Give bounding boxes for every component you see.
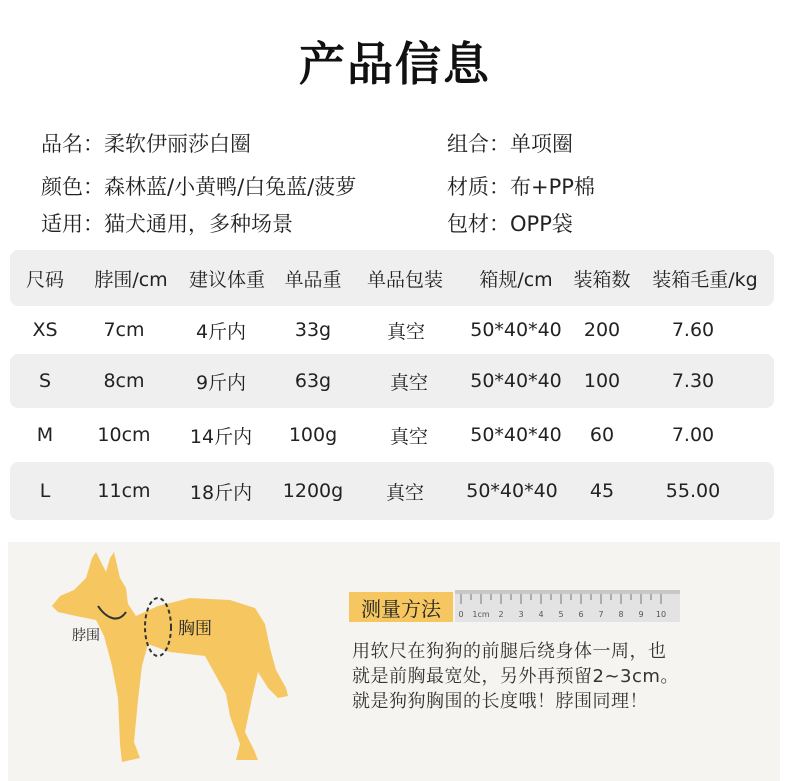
method-desc-line: 就是狗狗胸围的长度哦！脖围同理！ bbox=[352, 691, 648, 712]
table-cell: 63g bbox=[294, 370, 332, 392]
product-usage: 适用：猫犬通用，多种场景 bbox=[41, 212, 293, 236]
table-cell: 14斤内 bbox=[189, 425, 253, 448]
table-header-cell: 箱规/cm bbox=[479, 268, 553, 291]
table-header-cell: 单品包装 bbox=[366, 268, 443, 291]
chest-label: 胸围 bbox=[178, 619, 212, 639]
ruler-number: 6 bbox=[578, 610, 584, 619]
ruler-illustration bbox=[455, 590, 680, 622]
table-cell: L bbox=[39, 480, 51, 502]
table-cell: 200 bbox=[583, 319, 621, 341]
table-cell: M bbox=[36, 424, 54, 446]
table-header-row bbox=[10, 250, 774, 306]
table-cell: 真空 bbox=[389, 371, 428, 394]
table-header-cell: 建议体重 bbox=[188, 268, 265, 291]
product-combo: 组合：单项圈 bbox=[447, 132, 573, 156]
table-cell: 11cm bbox=[97, 480, 151, 502]
table-header-cell: 单品重 bbox=[284, 268, 342, 291]
table-cell: 9斤内 bbox=[195, 371, 247, 394]
ruler-number: 9 bbox=[638, 610, 644, 619]
page-title: 产品信息 bbox=[299, 37, 491, 91]
table-cell: 50*40*40 bbox=[470, 370, 562, 392]
table-cell: 4斤内 bbox=[195, 320, 247, 343]
ruler-number: 2 bbox=[498, 610, 504, 619]
table-cell: 真空 bbox=[389, 425, 428, 448]
table-cell: 7cm bbox=[103, 319, 145, 341]
table-cell: 18斤内 bbox=[189, 481, 253, 504]
table-cell: 55.00 bbox=[665, 480, 721, 502]
table-row bbox=[10, 408, 774, 462]
table-cell: 10cm bbox=[97, 424, 151, 446]
table-cell: S bbox=[38, 370, 52, 392]
table-cell: 50*40*40 bbox=[470, 424, 562, 446]
table-cell: 100 bbox=[583, 370, 621, 392]
ruler-number: 8 bbox=[618, 610, 624, 619]
table-cell: 7.30 bbox=[671, 370, 715, 392]
table-cell: 50*40*40 bbox=[466, 480, 558, 502]
method-desc-line: 用软尺在狗狗的前腿后绕身体一周，也 bbox=[352, 641, 667, 662]
ruler-number: 10 bbox=[655, 610, 667, 619]
ruler-top-edge bbox=[455, 590, 680, 594]
table-row bbox=[10, 462, 774, 520]
product-material: 材质：布+PP棉 bbox=[447, 175, 595, 199]
method-title: 测量方法 bbox=[349, 592, 453, 622]
ruler-number: 1cm bbox=[472, 610, 490, 619]
table-header-cell: 脖围/cm bbox=[94, 268, 168, 291]
table-header-cell: 尺码 bbox=[25, 268, 64, 291]
ruler-number: 3 bbox=[518, 610, 524, 619]
table-cell: 8cm bbox=[103, 370, 145, 392]
product-packing: 包材：OPP袋 bbox=[447, 212, 573, 236]
table-header-cell: 装箱数 bbox=[573, 268, 631, 291]
ruler-number: 4 bbox=[538, 610, 544, 619]
table-cell: XS bbox=[32, 319, 58, 341]
ruler-number: 5 bbox=[558, 610, 564, 619]
table-row bbox=[10, 354, 774, 408]
neck-label: 脖围 bbox=[72, 628, 100, 644]
table-cell: 33g bbox=[294, 319, 332, 341]
table-cell: 100g bbox=[288, 424, 338, 446]
table-cell: 45 bbox=[589, 480, 615, 502]
table-cell: 7.00 bbox=[671, 424, 715, 446]
table-cell: 60 bbox=[589, 424, 615, 446]
table-header-cell: 装箱毛重/kg bbox=[652, 268, 758, 291]
table-cell: 真空 bbox=[386, 320, 425, 343]
product-name: 品名：柔软伊丽莎白圈 bbox=[41, 132, 251, 156]
method-desc-line: 就是前胸最宽处，另外再预留2~3cm。 bbox=[352, 666, 679, 687]
product-color: 颜色：森林蓝/小黄鸭/白兔蓝/菠萝 bbox=[41, 175, 357, 199]
ruler-number: 0 bbox=[458, 610, 464, 619]
table-cell: 1200g bbox=[282, 480, 344, 502]
ruler-number: 7 bbox=[598, 610, 604, 619]
table-cell: 7.60 bbox=[671, 319, 715, 341]
table-cell: 50*40*40 bbox=[470, 319, 562, 341]
dog-silhouette bbox=[52, 552, 288, 762]
table-row bbox=[10, 306, 774, 354]
table-cell: 真空 bbox=[385, 481, 424, 504]
dog-illustration bbox=[40, 548, 300, 778]
